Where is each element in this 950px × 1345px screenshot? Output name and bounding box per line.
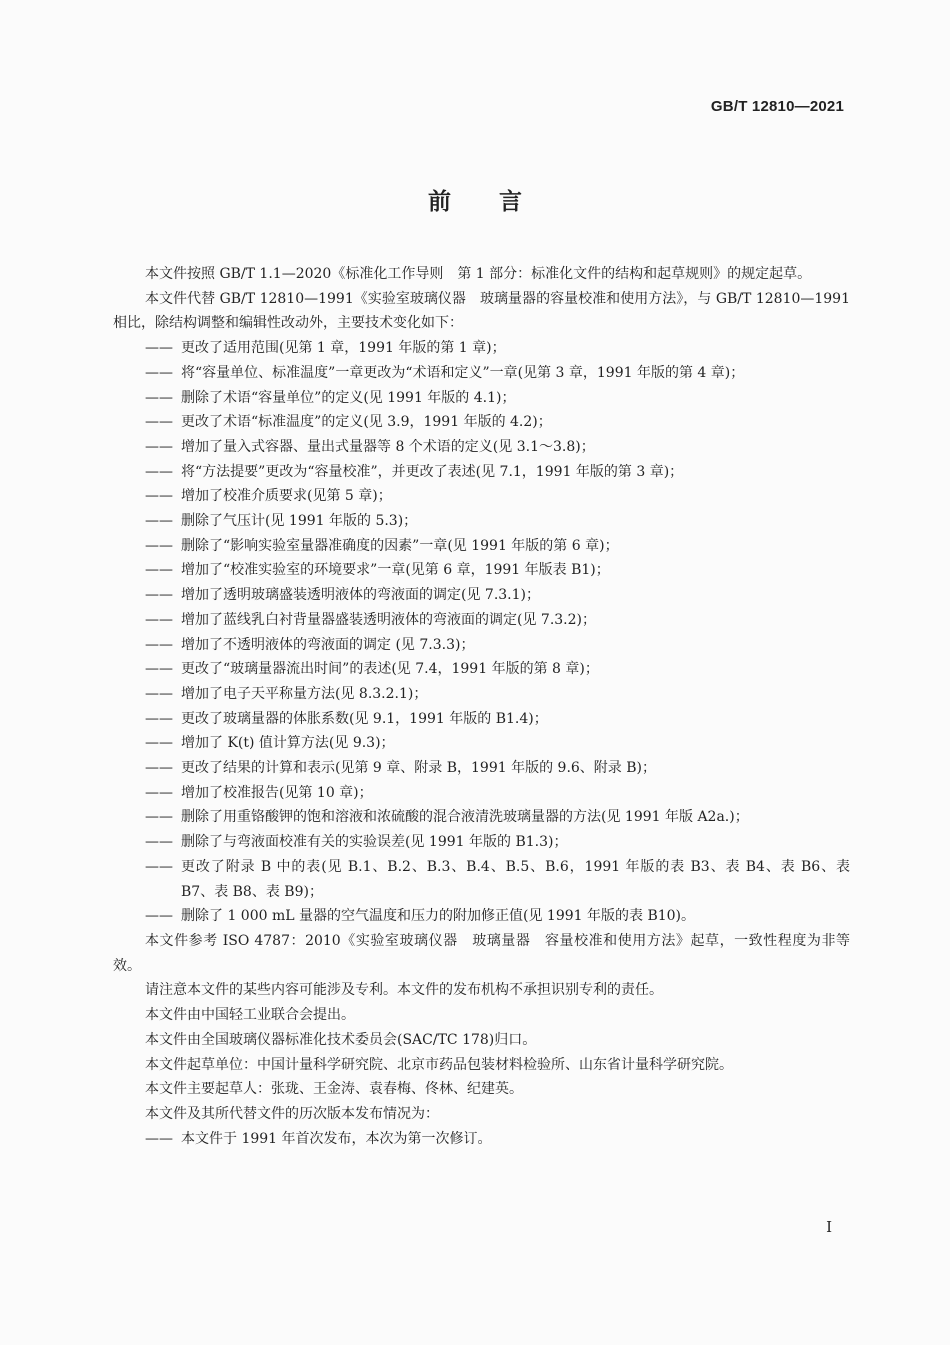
list-item: —— 增加了透明玻璃盛装透明液体的弯液面的调定(见 7.3.1)； bbox=[145, 587, 540, 604]
closing-paragraph: 请注意本文件的某些内容可能涉及专利。本文件的发布机构不承担识别专利的责任。 bbox=[145, 982, 663, 999]
changes-list bbox=[113, 336, 850, 929]
list-item: —— 本文件于 1991 年首次发布，本次为第一次修订。 bbox=[145, 1130, 492, 1147]
list-item: —— 增加了 K(t) 值计算方法(见 9.3)； bbox=[145, 735, 395, 752]
standard-code: GB/T 12810—2021 bbox=[710, 98, 844, 115]
list-item: —— 删除了“影响实验室量器准确度的因素”一章(见 1991 年版的第 6 章)； bbox=[145, 537, 619, 554]
list-item: —— 增加了校准报告(见第 10 章)； bbox=[145, 784, 373, 801]
list-item: —— 删除了术语“容量单位”的定义(见 1991 年版的 4.1)； bbox=[145, 389, 516, 406]
intro-paragraph: 本文件按照 GB/T 1.1—2020《标准化工作导则 第 1 部分：标准化文件的结构和起草规则》的规定起草。 bbox=[145, 266, 812, 282]
list-item: —— 更改了玻璃量器的体胀系数(见 9.1，1991 年版的 B1.4)； bbox=[145, 710, 548, 727]
list-item: —— 增加了“校准实验室的环境要求”一章(见第 6 章，1991 年版表 B1)； bbox=[145, 562, 610, 579]
closing-paragraph: 本文件起草单位：中国计量科学研究院、北京市药品包装材料检验所、山东省计量科学研究院。 bbox=[145, 1056, 733, 1073]
intro-paragraph: 本文件代替 GB/T 12810—1991《实验室玻璃仪器 玻璃量器的容量校准和使用方法》，与 GB/T 12810—1991 相比，除结构调整和编辑性改动外，主要技术变化如下： bbox=[113, 290, 850, 332]
list-item: —— 增加了量入式容器、量出式量器等 8 个术语的定义(见 3.1～3.8)； bbox=[145, 438, 595, 455]
document-body bbox=[113, 262, 850, 1151]
list-item: —— 删除了用重铬酸钾的饱和溶液和浓硫酸的混合液清洗玻璃量器的方法(见 1991 年版 A2a.)； bbox=[145, 809, 749, 826]
closing-paragraph: 本文件参考 ISO 4787：2010《实验室玻璃仪器 玻璃量器 容量校准和使用方法》起草，一致性程度为非等效。 bbox=[113, 932, 850, 974]
list-item: —— 更改了术语“标准温度”的定义(见 3.9，1991 年版的 4.2)； bbox=[145, 414, 552, 431]
list-item: —— 将“容量单位、标准温度”一章更改为“术语和定义”一章(见第 3 章，1991 年版的第 4 章)； bbox=[145, 364, 745, 381]
list-item: —— 更改了结果的计算和表示(见第 9 章、附录 B，1991 年版的 9.6、附录 B)； bbox=[145, 760, 657, 777]
list-item: —— 增加了不透明液体的弯液面的调定 (见 7.3.3)； bbox=[145, 636, 475, 653]
list-item: —— 将“方法提要”更改为“容量校准”，并更改了表述(见 7.1，1991 年版的第 3 章)； bbox=[145, 463, 684, 480]
closing-paragraph: 本文件及其所代替文件的历次版本发布情况为： bbox=[145, 1105, 439, 1122]
list-item: —— 更改了“玻璃量器流出时间”的表述(见 7.4，1991 年版的第 8 章)； bbox=[145, 661, 599, 678]
list-item: —— 增加了蓝线乳白衬背量器盛装透明液体的弯液面的调定(见 7.3.2)； bbox=[145, 611, 596, 628]
list-item: —— 更改了适用范围(见第 1 章，1991 年版的第 1 章)； bbox=[145, 340, 506, 357]
list-item: —— 增加了电子天平称量方法(见 8.3.2.1)； bbox=[145, 685, 428, 702]
list-item: —— 更改了附录 B 中的表(见 B.1、B.2、B.3、B.4、B.5、B.6，1991 年版的表 B3、表 B4、表 B6、表 B7、表 B8、表 B9)； bbox=[145, 858, 850, 900]
closing-paragraph: 本文件由中国轻工业联合会提出。 bbox=[145, 1007, 355, 1024]
page-number: I bbox=[826, 1218, 832, 1236]
list-item: —— 删除了与弯液面校准有关的实验误差(见 1991 年版的 B1.3)； bbox=[145, 834, 568, 851]
list-item: —— 删除了 1 000 mL 量器的空气温度和压力的附加修正值(见 1991 年版的表 B10)。 bbox=[145, 908, 696, 925]
list-item: —— 增加了校准介质要求(见第 5 章)； bbox=[145, 488, 392, 505]
closing-paragraph: 本文件主要起草人：张珑、王金涛、袁春梅、佟林、纪建英。 bbox=[145, 1081, 523, 1098]
list-item: —— 删除了气压计(见 1991 年版的 5.3)； bbox=[145, 513, 418, 530]
page-title: 前言 bbox=[428, 189, 570, 215]
history-list bbox=[113, 1127, 850, 1152]
closing-paragraph: 本文件由全国玻璃仪器标准化技术委员会(SAC/TC 178)归口。 bbox=[145, 1031, 537, 1048]
